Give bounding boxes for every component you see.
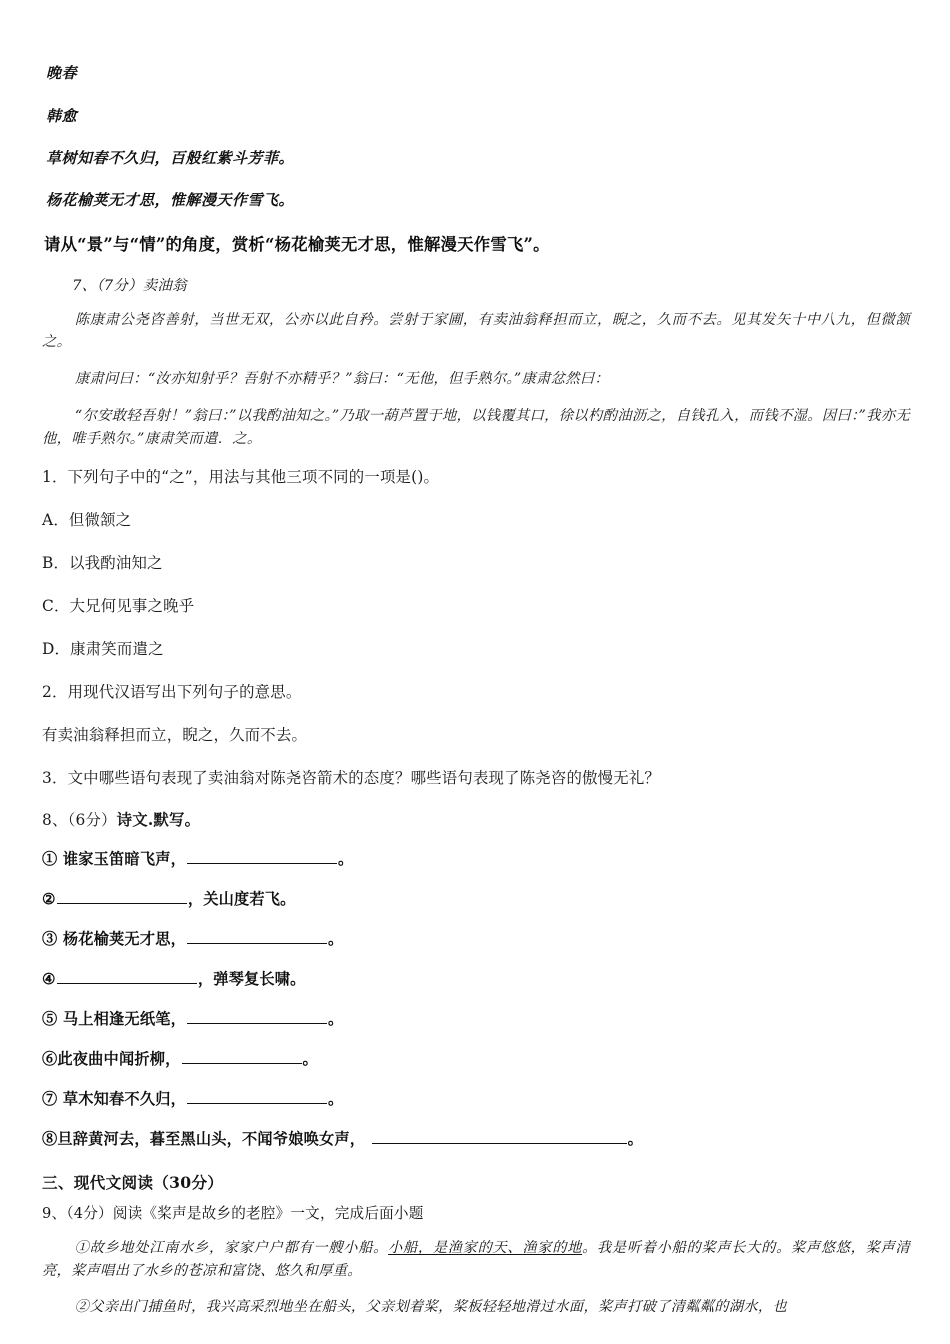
question-7-passage-para-1: 陈康肃公尧咨善射，当世无双，公亦以此自矜。尝射于家圃，有卖油翁释担而立，睨之，久而不去。见其发矢十中八九，但微颔之。 xyxy=(42,312,910,351)
question-7-sub-3: 3．文中哪些语句表现了卖油翁对陈尧咨箭术的态度？哪些语句表现了陈尧咨的傲慢无礼？ xyxy=(42,768,661,787)
poem-title: 晚春 xyxy=(46,64,78,82)
item-marker: ④ xyxy=(42,969,56,988)
item-text-before: 杨花榆荚无才思， xyxy=(57,929,186,948)
answer-blank[interactable] xyxy=(57,888,187,903)
question-7-passage-para-2: 康肃问曰：“汝亦知射乎？吾射不亦精乎？”翁曰：“无他，但手熟尔。”康肃忿然曰： xyxy=(74,371,610,388)
answer-blank[interactable] xyxy=(187,928,327,943)
answer-blank[interactable] xyxy=(57,968,197,983)
item-marker: ⑤ xyxy=(42,1009,58,1028)
item-text-before: 马上相逢无纸笔， xyxy=(57,1009,186,1028)
answer-blank[interactable] xyxy=(187,1008,327,1023)
fill-in-item[interactable] xyxy=(42,888,910,909)
question-7-sub-1: 1．下列句子中的“之”，用法与其他三项不同的一项是()。 xyxy=(42,467,440,486)
question-8-fill-in-list xyxy=(42,848,910,1149)
fill-in-item[interactable] xyxy=(42,968,910,989)
answer-blank[interactable] xyxy=(372,1128,627,1143)
question-7-option-a[interactable]: A．但微颔之 xyxy=(42,510,132,529)
poem-line-2: 杨花榆荚无才思，惟解漫天作雪飞。 xyxy=(46,191,295,209)
item-text-after: ，关山度若飞。 xyxy=(187,889,296,908)
question-7-option-d[interactable]: D．康肃笑而遣之 xyxy=(42,639,164,658)
question-7-number: 7、（7分）卖油翁 xyxy=(72,278,187,294)
question-7-sub-2-sentence: 有卖油翁释担而立，睨之，久而不去。 xyxy=(42,725,308,744)
item-text-after: 。 xyxy=(302,1049,318,1068)
item-text-before: 旦辞黄河去，暮至黑山头，不闻爷娘唤女声， xyxy=(57,1129,366,1148)
fill-in-item[interactable] xyxy=(42,848,910,869)
answer-blank[interactable] xyxy=(187,848,337,863)
fill-in-item[interactable] xyxy=(42,1128,910,1149)
poem-author: 韩愈 xyxy=(46,107,78,125)
question-9-line: 9、（4分）阅读《桨声是故乡的老腔》一文，完成后面小题 xyxy=(42,1204,424,1222)
item-text-after: 。 xyxy=(627,1129,644,1148)
item-marker: ① xyxy=(42,849,58,868)
reading-para-1-underlined: 小船，是渔家的天、渔家的地 xyxy=(388,1239,583,1256)
item-text-before: 草木知春不久归， xyxy=(57,1089,186,1108)
answer-blank[interactable] xyxy=(182,1048,302,1063)
item-text-before: 此夜曲中闻折柳， xyxy=(57,1049,181,1068)
question-8-number-prefix: 8、（6分） xyxy=(42,810,117,829)
poem-analysis-prompt: 请从“景”与“情”的角度，赏析“杨花榆荚无才思，惟解漫天作雪飞”。 xyxy=(44,235,550,254)
item-text-after: ，弹琴复长啸。 xyxy=(197,969,306,988)
question-7-option-c[interactable]: C．大兄何见事之晚乎 xyxy=(42,596,195,615)
question-7-sub-2: 2．用现代汉语写出下列句子的意思。 xyxy=(42,682,302,701)
fill-in-item[interactable] xyxy=(42,1008,910,1029)
item-marker: ⑥ xyxy=(42,1049,58,1068)
item-text-after: 。 xyxy=(327,1089,344,1108)
section-3-heading: 三、现代文阅读（30分） xyxy=(42,1172,224,1192)
question-7-option-b[interactable]: B．以我酌油知之 xyxy=(42,553,163,572)
fill-in-item[interactable] xyxy=(42,1048,910,1069)
section-3-block xyxy=(42,1171,910,1319)
question-8-number-label: 诗文.默写。 xyxy=(116,810,201,829)
question-7-passage-para-3: “尔安敢轻吾射！”翁曰：”以我酌油知之。”乃取一葫芦置于地，以钱覆其口，徐以杓酌油沥之，自钱孔入，而钱不湿。因曰：”我亦无他，唯手熟尔。”康肃笑而遣．之。 xyxy=(42,408,910,447)
reading-para-1-part-a: ①故乡地处江南水乡，家家户户都有一艘小船。 xyxy=(74,1239,389,1256)
item-marker: ③ xyxy=(42,929,58,948)
poem-line-1: 草树知春不久归，百般红紫斗芳菲。 xyxy=(46,149,295,167)
answer-blank[interactable] xyxy=(187,1088,327,1103)
item-marker: ⑧ xyxy=(42,1129,58,1148)
item-text-after: 。 xyxy=(327,929,344,948)
item-text-after: 。 xyxy=(327,1009,344,1028)
reading-para-2: ②父亲出门捕鱼时，我兴高采烈地坐在船头，父亲划着桨，桨板轻轻地滑过水面，桨声打破了清粼粼的湖水，也 xyxy=(74,1299,787,1316)
fill-in-item[interactable] xyxy=(42,928,910,949)
item-marker: ② xyxy=(42,889,56,908)
reading-para-1-part-b: 。我是听着小船的桨声长大的。桨声悠悠，桨声清亮，桨声唱出了水乡的苍凉和富饶、悠久和厚重。 xyxy=(42,1239,910,1279)
poem-block xyxy=(42,62,910,255)
question-8-number xyxy=(42,808,910,830)
item-text-after: 。 xyxy=(337,849,354,868)
item-marker: ⑦ xyxy=(42,1089,58,1108)
item-text-before: 谁家玉笛暗飞声， xyxy=(57,849,186,868)
fill-in-item[interactable] xyxy=(42,1088,910,1109)
reading-para-1 xyxy=(42,1237,910,1282)
question-7-block xyxy=(42,274,910,788)
question-8-block xyxy=(42,808,910,1149)
